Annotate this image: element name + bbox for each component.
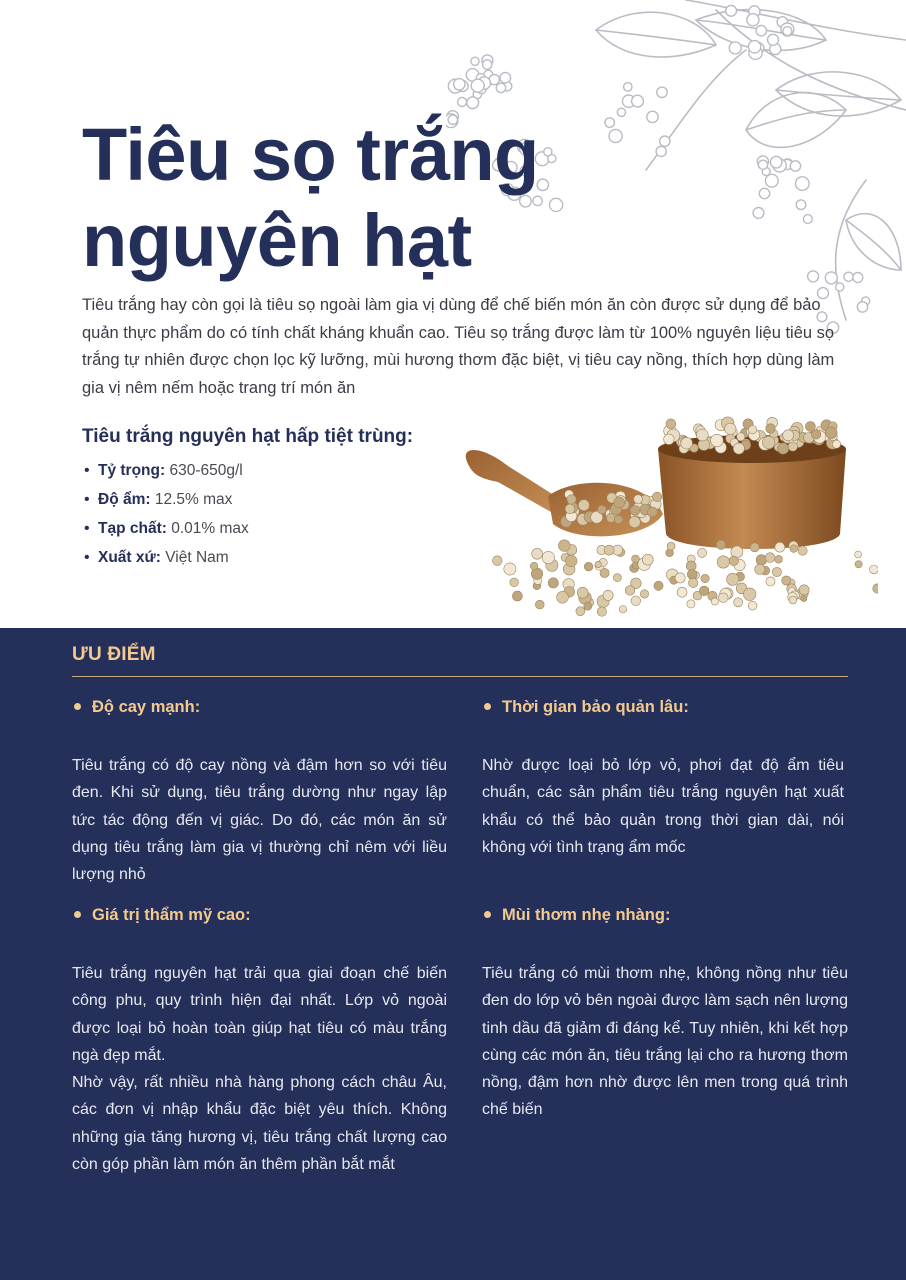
berry-sketch <box>617 108 625 116</box>
peppercorn <box>576 607 585 616</box>
peppercorn <box>630 506 640 516</box>
berry-sketch <box>853 273 863 283</box>
berry-sketch <box>537 179 548 190</box>
peppercorn <box>719 593 729 603</box>
peppercorn <box>775 542 785 552</box>
berry-sketch <box>632 95 644 107</box>
peppercorn <box>873 584 878 593</box>
berry-sketch <box>796 200 806 210</box>
peppercorn <box>716 540 725 549</box>
peppercorn <box>530 562 538 570</box>
peppercorn <box>762 436 775 449</box>
berry-sketch <box>765 174 778 187</box>
peppercorn <box>584 602 592 610</box>
peppercorn <box>625 586 635 596</box>
spec-value: Việt Nam <box>160 549 229 566</box>
peppercorn <box>699 586 709 596</box>
advantage-text <box>482 752 844 861</box>
peppercorn <box>619 606 626 613</box>
peppercorn <box>629 516 640 527</box>
berry-sketch <box>454 79 465 90</box>
peppercorn <box>697 429 709 441</box>
peppercorn <box>631 596 641 606</box>
peppercorn <box>789 596 797 604</box>
peppercorn <box>832 440 840 448</box>
peppercorn <box>737 433 745 441</box>
peppercorn <box>664 434 675 445</box>
section-divider <box>72 676 848 677</box>
peppercorn <box>567 495 576 504</box>
peppercorn <box>711 434 724 447</box>
peppercorn-bowl-image <box>448 404 878 622</box>
berry-sketch <box>756 26 766 36</box>
advantage-spiciness <box>72 696 447 888</box>
peppercorn <box>557 591 569 603</box>
peppercorn <box>727 573 739 585</box>
advantage-heading: Giá trị thẩm mỹ cao: <box>72 904 447 926</box>
peppercorn <box>642 554 653 565</box>
advantage-aesthetic <box>72 904 447 1178</box>
advantage-paragraph: Nhờ được loại bỏ lớp vỏ, phơi đạt độ ẩm tiêu chuẩn, các sản phẩm tiêu trắng nguyên hạt xuất khẩu có thể bảo quản trong thời gian dài, nói không với tình trạng ẩm mốc <box>482 757 844 856</box>
berry-sketch <box>753 208 764 219</box>
peppercorn <box>870 565 879 574</box>
peppercorn <box>811 430 820 439</box>
berry-sketch <box>768 34 779 45</box>
peppercorn <box>675 573 685 583</box>
peppercorn <box>614 515 623 524</box>
berry-sketch <box>624 83 632 91</box>
berry-sketch <box>759 188 769 198</box>
berry-sketch <box>825 272 837 284</box>
advantage-paragraph: Tiêu trắng nguyên hạt trải qua giai đoạn chế biến công phu, quy trình hiện đại nhất. Lớp vỏ ngoài được loại bỏ hoàn toàn giúp hạt tiêu có màu trắng ngà đẹp mắt. <box>72 965 447 1064</box>
peppercorn <box>733 443 744 454</box>
berry-sketch <box>496 83 505 92</box>
peppercorn <box>725 423 736 434</box>
peppercorn <box>603 590 613 600</box>
peppercorn <box>729 556 738 565</box>
peppercorn <box>535 600 544 609</box>
berry-sketch <box>550 198 563 211</box>
berry-sketch <box>836 283 844 291</box>
product-intro: Tiêu trắng hay còn gọi là tiêu sọ ngoài làm gia vị dùng để chế biến món ăn còn được sử dụng để bảo quản thực phẩm do có tính chất kháng khuẩn cao. Tiêu sọ trắng được làm từ 100% nguyên liệu tiêu sọ trắng tự nhiên được chọn lọc kỹ lưỡng, mùi hương thơm đặc biệt, vị tiêu cay nồng, thích hợp dùng làm gia vị nêm nếm hoặc trang trí món ăn <box>82 296 835 397</box>
berry-sketch <box>808 271 819 282</box>
advantage-shelf-life <box>482 696 844 861</box>
peppercorn <box>799 585 809 595</box>
peppercorn <box>743 588 756 601</box>
berry-sketch <box>605 118 615 128</box>
peppercorn <box>632 555 640 563</box>
peppercorn <box>766 424 776 434</box>
advantages-title: ƯU ĐIỂM <box>72 644 156 665</box>
advantage-heading: Thời gian bảo quản lâu: <box>482 696 844 718</box>
peppercorn <box>559 540 571 552</box>
spec-item <box>82 543 249 572</box>
peppercorn <box>532 548 543 559</box>
peppercorn <box>493 556 503 566</box>
peppercorn <box>565 504 575 514</box>
peppercorn <box>681 437 693 449</box>
berry-sketch <box>544 148 552 156</box>
advantage-heading: Mùi thơm nhẹ nhàng: <box>482 904 848 926</box>
peppercorn <box>512 591 522 601</box>
advantage-paragraph: Nhờ vậy, rất nhiều nhà hàng phong cách châu Âu, các đơn vị nhập khẩu đặc biệt yêu thích. Không những gia tăng hương vị, tiêu trắng chất lượng cao còn góp phần làm món ăn thêm phần bắt mắt <box>72 1074 447 1174</box>
peppercorn <box>597 607 606 616</box>
peppercorn <box>755 564 765 574</box>
header-section <box>0 0 906 628</box>
berry-sketch <box>748 41 760 53</box>
peppercorn <box>750 543 759 552</box>
berry-sketch <box>660 136 670 146</box>
peppercorn <box>648 507 658 517</box>
berry-sketch <box>647 111 658 122</box>
peppercorn <box>748 426 756 434</box>
peppercorn <box>734 598 743 607</box>
peppercorn <box>765 553 775 563</box>
peppercorn <box>783 430 794 441</box>
peppercorn <box>634 495 643 504</box>
product-title <box>82 112 539 284</box>
peppercorn <box>711 598 718 605</box>
berry-sketch <box>471 79 484 92</box>
peppercorn <box>666 419 676 429</box>
peppercorn <box>667 542 675 550</box>
spec-value: 0.01% max <box>166 520 249 537</box>
peppercorn <box>566 555 577 566</box>
berry-sketch <box>656 146 666 156</box>
berry-sketch <box>609 129 622 142</box>
peppercorn <box>772 567 781 576</box>
peppercorn <box>766 577 775 586</box>
peppercorn <box>578 500 589 511</box>
berry-sketch <box>857 302 867 312</box>
advantage-text <box>72 752 447 888</box>
peppercorn <box>687 570 697 580</box>
peppercorn <box>677 587 687 597</box>
advantage-paragraph: Tiêu trắng có độ cay nồng và đậm hơn so với tiêu đen. Khi sử dụng, tiêu trắng dường như ngay lập tức tác động đến vị giác. Do đó, các món ăn sử dụng tiêu trắng làm gia vị thường chỉ nêm với liều lượng nhỏ <box>72 757 447 884</box>
peppercorn <box>654 581 663 590</box>
peppercorn <box>652 492 661 501</box>
berry-sketch <box>758 160 767 169</box>
berry-sketch <box>729 42 741 54</box>
advantage-aroma <box>482 904 848 1124</box>
peppercorn <box>748 601 757 610</box>
spec-label: Tỷ trọng: <box>98 462 166 479</box>
peppercorn <box>577 587 588 598</box>
advantage-text <box>72 960 447 1178</box>
peppercorn <box>788 442 797 451</box>
peppercorn <box>584 562 593 571</box>
advantage-heading: Độ cay mạnh: <box>72 696 447 718</box>
peppercorn <box>595 561 601 567</box>
peppercorn <box>825 427 837 439</box>
berry-sketch <box>657 87 667 97</box>
spec-list <box>82 456 249 572</box>
peppercorn <box>775 555 783 563</box>
spec-label: Độ ẩm: <box>98 491 151 508</box>
spec-label: Tạp chất: <box>98 520 167 537</box>
spec-item <box>82 514 249 543</box>
berry-sketch <box>483 60 492 69</box>
berry-sketch <box>467 97 479 109</box>
berry-sketch <box>790 161 800 171</box>
product-title-line-1: Tiêu sọ trắng <box>82 113 539 196</box>
berry-sketch <box>770 156 782 168</box>
peppercorn <box>855 561 862 568</box>
peppercorn <box>778 443 789 454</box>
spec-value: 630-650g/l <box>165 462 243 479</box>
peppercorn <box>614 497 625 508</box>
peppercorn <box>790 545 798 553</box>
peppercorn <box>640 590 648 598</box>
peppercorn <box>717 556 729 568</box>
peppercorn <box>687 600 695 608</box>
peppercorn <box>548 578 558 588</box>
peppercorn <box>798 546 807 555</box>
peppercorn <box>604 545 614 555</box>
berry-sketch <box>471 57 479 65</box>
advantage-paragraph: Tiêu trắng có mùi thơm nhẹ, không nồng như tiêu đen do lớp vỏ bên ngoài được làm sạch nên lượng tinh dầu đã giảm đi đáng kể. Tuy nhiên, khi kết hợp cùng các món ăn, tiêu trắng lại cho ra hương thơm nồng, đậm hơn nhờ được lên men trong quá trình chế biến <box>482 965 848 1119</box>
peppercorn <box>598 505 607 514</box>
spec-value: 12.5% max <box>150 491 233 508</box>
berry-sketch <box>796 177 810 191</box>
spec-item <box>82 456 249 485</box>
spec-item <box>82 485 249 514</box>
peppercorn <box>510 578 519 587</box>
berry-sketch <box>458 98 467 107</box>
peppercorn <box>689 578 698 587</box>
peppercorn <box>542 551 554 563</box>
spec-heading: Tiêu trắng nguyên hạt hấp tiệt trùng: <box>82 426 414 447</box>
peppercorn <box>613 574 621 582</box>
berry-sketch <box>726 5 737 16</box>
berry-sketch <box>747 14 759 26</box>
peppercorn <box>801 595 807 601</box>
product-title-line-2: nguyên hạt <box>82 199 472 282</box>
peppercorn <box>504 563 516 575</box>
peppercorn <box>698 548 707 557</box>
berry-sketch <box>500 72 511 83</box>
advantages-section <box>0 628 906 1280</box>
spec-label: Xuất xứ: <box>98 549 161 566</box>
peppercorn <box>855 551 862 558</box>
berry-sketch <box>783 27 792 36</box>
peppercorn <box>782 576 791 585</box>
berry-sketch <box>844 272 853 281</box>
berry-sketch <box>803 215 812 224</box>
advantage-text <box>482 960 848 1124</box>
peppercorn <box>701 574 709 582</box>
